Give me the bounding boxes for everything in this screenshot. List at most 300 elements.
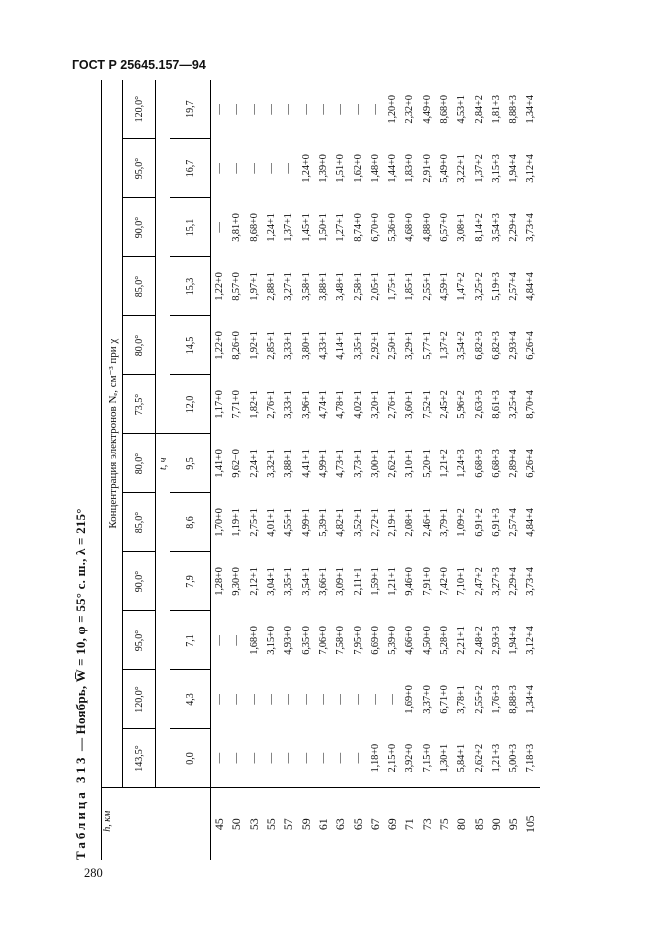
time-header: 0,0	[170, 729, 211, 788]
table-title	[73, 80, 93, 860]
concentration-cell: —	[352, 753, 364, 764]
concentration-cell: 2,91+0	[421, 154, 433, 183]
concentration-cell: 3,92+0	[404, 744, 416, 773]
concentration-cell: 7,15+0	[421, 744, 433, 773]
concentration-cell: 1,70+0	[214, 508, 226, 537]
time-header: 16,7	[170, 139, 211, 198]
concentration-cell: 1,28+0	[214, 567, 226, 596]
concentration-cell: —	[335, 104, 347, 115]
concentration-cell: —	[369, 694, 381, 705]
concentration-cell: 2,29+4	[508, 567, 520, 596]
concentration-cell: 1,21+1	[387, 567, 399, 596]
concentration-cell: 1,09+2	[456, 508, 468, 537]
concentration-cell: 3,33+1	[283, 390, 295, 419]
time-header: 9,5	[170, 434, 211, 493]
altitude-column-header: h, км	[102, 788, 211, 860]
concentration-cell: 4,55+1	[283, 508, 295, 537]
concentration-cell: —	[369, 104, 381, 115]
concentration-cell: 2,89+4	[508, 449, 520, 478]
rotated-table-block	[73, 80, 617, 860]
concentration-cell: 2,46+1	[421, 508, 433, 537]
table-row	[211, 80, 229, 860]
concentration-cell: 4,50+0	[421, 626, 433, 655]
concentration-cell: 2,75+1	[248, 508, 260, 537]
concentration-cell: 3,96+1	[300, 390, 312, 419]
table-row	[522, 80, 539, 860]
concentration-cell: 4,49+0	[421, 95, 433, 124]
concentration-cell: 2,88+1	[266, 272, 278, 301]
concentration-cell: 3,80+1	[300, 331, 312, 360]
time-header: 15,1	[170, 198, 211, 257]
concentration-cell: 1,76+3	[490, 685, 502, 714]
concentration-cell: 1,51+0	[335, 154, 347, 183]
concentration-cell: 1,41+0	[214, 449, 226, 478]
angle-header: 143,5°	[123, 729, 156, 788]
concentration-cell: 9,30+0	[231, 567, 243, 596]
concentration-cell: 8,68+0	[439, 95, 450, 124]
table-row	[505, 80, 522, 860]
table-row	[332, 80, 349, 860]
concentration-cell: —	[214, 222, 226, 233]
concentration-cell: —	[214, 694, 226, 705]
concentration-cell: 6,26+4	[525, 331, 537, 360]
concentration-cell: 4,73+1	[335, 449, 347, 478]
concentration-cell: 2,32+0	[404, 95, 416, 124]
concentration-cell: 7,18+3	[525, 744, 537, 773]
concentration-cell: 4,14+1	[335, 331, 347, 360]
concentration-cell: —	[266, 694, 278, 705]
concentration-cell: 4,84+4	[525, 508, 537, 537]
concentration-cell: —	[248, 753, 260, 764]
concentration-cell: 6,71+0	[439, 685, 450, 714]
altitude-cell: 50	[228, 788, 245, 860]
altitude-cell: 69	[384, 788, 401, 860]
concentration-cell: —	[248, 104, 260, 115]
concentration-cell: 5,20+1	[421, 449, 433, 478]
concentration-cell: 3,60+1	[404, 390, 416, 419]
altitude-cell: 90	[488, 788, 505, 860]
concentration-cell: 2,84+2	[473, 95, 485, 124]
concentration-cell: —	[283, 753, 295, 764]
altitude-cell: 71	[401, 788, 418, 860]
concentration-cell: 1,47+2	[456, 272, 468, 301]
concentration-cell: 2,50+1	[387, 331, 399, 360]
table-row	[349, 80, 366, 860]
time-header: 7,9	[170, 552, 211, 611]
concentration-cell: 6,82+3	[473, 331, 485, 360]
angle-header: 73,5°	[123, 375, 156, 434]
concentration-cell: 3,88+1	[283, 449, 295, 478]
time-header: 4,3	[170, 670, 211, 729]
concentration-cell: 3,73+4	[525, 213, 537, 242]
concentration-cell: 2,76+1	[387, 390, 399, 419]
altitude-cell: 80	[453, 788, 470, 860]
concentration-cell: 7,71+0	[231, 390, 243, 419]
concentration-cell: —	[231, 163, 243, 174]
concentration-cell: —	[317, 694, 329, 705]
concentration-cell: 3,15+3	[490, 154, 502, 183]
table-row	[280, 80, 297, 860]
concentration-cell: —	[317, 753, 329, 764]
concentration-cell: 6,68+3	[490, 449, 502, 478]
concentration-cell: —	[248, 694, 260, 705]
concentration-cell: 1,69+0	[404, 685, 416, 714]
table-row	[436, 80, 453, 860]
concentration-cell: 2,47+2	[473, 567, 485, 596]
concentration-cell: 4,78+1	[335, 390, 347, 419]
concentration-cell: 6,68+3	[473, 449, 485, 478]
concentration-cell: 3,48+1	[335, 272, 347, 301]
concentration-cell: 3,32+1	[266, 449, 278, 478]
table-title-conditions: — Ноябрь, W̅ = 10, φ = 55° с. ш., λ = 215°	[73, 508, 88, 755]
table-row	[367, 80, 384, 860]
concentration-cell: 8,61+3	[490, 390, 502, 419]
concentration-cell: 4,74+1	[317, 390, 329, 419]
concentration-cell: 3,73+1	[352, 449, 364, 478]
time-label-header: t, ч	[156, 434, 171, 493]
concentration-cell: 4,33+1	[317, 331, 329, 360]
concentration-cell: 6,69+0	[369, 626, 381, 655]
concentration-spanner-header: Концентрация электронов Nₑ, см⁻³ при χ	[102, 80, 123, 788]
concentration-cell: 1,30+1	[439, 744, 450, 773]
concentration-cell: —	[283, 163, 295, 174]
concentration-cell: 1,75+1	[387, 272, 399, 301]
concentration-cell: 8,68+0	[248, 213, 260, 242]
concentration-cell: —	[214, 753, 226, 764]
concentration-cell: 8,57+0	[231, 272, 243, 301]
table-row	[315, 80, 332, 860]
concentration-cell: 2,12+1	[248, 567, 260, 596]
concentration-cell: 1,92+1	[248, 331, 260, 360]
concentration-cell: 2,45+2	[439, 390, 450, 419]
concentration-cell: 1,17+0	[214, 390, 226, 419]
concentration-cell: 6,57+0	[439, 213, 450, 242]
angle-header: 95,0°	[123, 611, 156, 670]
concentration-cell: 5,96+2	[456, 390, 468, 419]
concentration-cell: 1,82+1	[248, 390, 260, 419]
concentration-cell: 3,08+1	[456, 213, 468, 242]
concentration-cell: 1,18+0	[369, 744, 381, 773]
concentration-cell: 4,02+1	[352, 390, 364, 419]
concentration-cell: —	[352, 694, 364, 705]
concentration-cell: 3,25+4	[508, 390, 520, 419]
concentration-cell: 1,94+4	[508, 626, 520, 655]
concentration-cell: 5,49+0	[439, 154, 450, 183]
concentration-cell: 7,10+1	[456, 567, 468, 596]
concentration-cell: 5,00+3	[508, 744, 520, 773]
table-row	[488, 80, 505, 860]
table-row	[228, 80, 245, 860]
concentration-cell: 3,27+1	[283, 272, 295, 301]
concentration-cell: 2,93+3	[490, 626, 502, 655]
time-header: 15,3	[170, 257, 211, 316]
concentration-cell: 7,58+0	[335, 626, 347, 655]
concentration-cell: 1,24+0	[300, 154, 312, 183]
table-row	[263, 80, 280, 860]
angle-header: 90,0°	[123, 552, 156, 611]
concentration-cell: 4,01+1	[266, 508, 278, 537]
angle-header: 85,0°	[123, 257, 156, 316]
altitude-cell: 75	[436, 788, 453, 860]
concentration-cell: 1,34+4	[525, 685, 537, 714]
concentration-cell: —	[335, 694, 347, 705]
concentration-cell: 1,44+0	[387, 154, 399, 183]
concentration-cell: 2,92+1	[369, 331, 381, 360]
concentration-cell: 8,88+3	[508, 685, 520, 714]
concentration-cell: 4,68+0	[404, 213, 416, 242]
concentration-cell: 2,55+2	[473, 685, 485, 714]
table-body	[211, 80, 540, 860]
concentration-cell: 6,26+4	[525, 449, 537, 478]
time-header: 7,1	[170, 611, 211, 670]
concentration-cell: —	[231, 104, 243, 115]
concentration-cell: 1,37+2	[473, 154, 485, 183]
concentration-cell: 3,10+1	[404, 449, 416, 478]
concentration-cell: 5,39+0	[387, 626, 399, 655]
concentration-cell: 1,48+0	[369, 154, 381, 183]
concentration-cell: 2,85+1	[266, 331, 278, 360]
concentration-cell: 9,46+0	[404, 567, 416, 596]
concentration-cell: 5,84+1	[456, 744, 468, 773]
time-header: 12,0	[170, 375, 211, 434]
concentration-cell: 3,54+1	[300, 567, 312, 596]
concentration-cell: 2,57+4	[508, 272, 520, 301]
concentration-cell: 1,19+1	[231, 508, 243, 537]
concentration-cell: 6,70+0	[369, 213, 381, 242]
concentration-cell: 8,70+4	[525, 390, 537, 419]
angle-header: 85,0°	[123, 493, 156, 552]
concentration-cell: 3,29+1	[404, 331, 416, 360]
concentration-cell: 7,91+0	[421, 567, 433, 596]
altitude-cell: 65	[349, 788, 366, 860]
concentration-cell: 2,29+4	[508, 213, 520, 242]
concentration-cell: 9,62−0	[231, 449, 243, 478]
concentration-cell: —	[231, 694, 243, 705]
concentration-cell: 6,91+3	[490, 508, 502, 537]
concentration-cell: 3,54+3	[490, 213, 502, 242]
concentration-cell: —	[266, 753, 278, 764]
concentration-cell: 2,08+1	[404, 508, 416, 537]
concentration-cell: 1,39+0	[317, 154, 329, 183]
altitude-cell: 61	[315, 788, 332, 860]
concentration-cell: 2,72+1	[369, 508, 381, 537]
concentration-cell: 1,45+1	[300, 213, 312, 242]
concentration-cell: 1,24+3	[456, 449, 468, 478]
concentration-cell: 4,41+1	[300, 449, 312, 478]
concentration-cell: 4,66+0	[404, 626, 416, 655]
altitude-cell: 105	[522, 788, 539, 860]
concentration-cell: —	[387, 694, 399, 705]
concentration-cell: 4,99+1	[300, 508, 312, 537]
concentration-cell: 1,24+1	[266, 213, 278, 242]
altitude-cell: 45	[211, 788, 229, 860]
concentration-cell: 7,52+1	[421, 390, 433, 419]
concentration-cell: 1,68+0	[248, 626, 260, 655]
concentration-cell: 4,84+4	[525, 272, 537, 301]
concentration-cell: —	[231, 635, 243, 646]
concentration-cell: 1,59+1	[369, 567, 381, 596]
concentration-cell: 3,27+3	[490, 567, 502, 596]
altitude-cell: 85	[470, 788, 487, 860]
concentration-cell: —	[335, 753, 347, 764]
concentration-cell: 3,12+4	[525, 626, 537, 655]
concentration-cell: 1,27+1	[335, 213, 347, 242]
concentration-cell: 4,59+1	[439, 272, 450, 301]
concentration-cell: 3,35+1	[283, 567, 295, 596]
concentration-cell: —	[266, 104, 278, 115]
concentration-cell: 3,15+0	[266, 626, 278, 655]
angle-header: 80,0°	[123, 434, 156, 493]
table-row	[419, 80, 436, 860]
altitude-cell: 59	[297, 788, 314, 860]
concentration-cell: 1,34+4	[525, 95, 537, 124]
altitude-cell: 55	[263, 788, 280, 860]
table-row	[246, 80, 263, 860]
concentration-cell: 3,37+0	[421, 685, 433, 714]
concentration-cell: 4,53+1	[456, 95, 468, 124]
concentration-cell: 8,74+0	[352, 213, 364, 242]
table-row	[401, 80, 418, 860]
concentration-cell: 2,21+1	[456, 626, 468, 655]
concentration-cell: 1,85+1	[404, 272, 416, 301]
concentration-cell: 8,26+0	[231, 331, 243, 360]
angle-header: 80,0°	[123, 316, 156, 375]
concentration-cell: 3,54+2	[456, 331, 468, 360]
concentration-cell: 1,62+0	[352, 154, 364, 183]
concentration-cell: 2,63+3	[473, 390, 485, 419]
concentration-cell: 5,39+1	[317, 508, 329, 537]
angle-header: 120,0°	[123, 80, 156, 139]
concentration-cell: 1,50+1	[317, 213, 329, 242]
angle-header: 90,0°	[123, 198, 156, 257]
page-number: 280	[84, 866, 103, 880]
concentration-cell: 2,57+4	[508, 508, 520, 537]
concentration-cell: 1,37+1	[283, 213, 295, 242]
concentration-cell: 5,28+0	[439, 626, 450, 655]
concentration-cell: 3,66+1	[317, 567, 329, 596]
concentration-cell: 3,22+1	[456, 154, 468, 183]
altitude-cell: 63	[332, 788, 349, 860]
concentration-cell: 5,77+1	[421, 331, 433, 360]
table-row	[297, 80, 314, 860]
concentration-cell: 2,11+1	[352, 567, 364, 596]
time-header: 19,7	[170, 80, 211, 139]
altitude-cell: 57	[280, 788, 297, 860]
time-header-row	[170, 80, 211, 860]
concentration-cell: 1,22+0	[214, 272, 226, 301]
concentration-cell: 6,82+3	[490, 331, 502, 360]
concentration-cell: 3,35+1	[352, 331, 364, 360]
concentration-cell: 3,09+1	[335, 567, 347, 596]
concentration-cell: 3,33+1	[283, 331, 295, 360]
concentration-cell: 3,12+4	[525, 154, 537, 183]
concentration-cell: 4,99+1	[317, 449, 329, 478]
concentration-cell: 7,42+0	[439, 567, 450, 596]
concentration-cell: 1,22+0	[214, 331, 226, 360]
concentration-cell: 5,19+3	[490, 272, 502, 301]
concentration-cell: 1,21+2	[439, 449, 450, 478]
concentration-cell: —	[214, 104, 226, 115]
concentration-cell: 6,35+0	[300, 626, 312, 655]
altitude-cell: 67	[367, 788, 384, 860]
concentration-cell: 2,19+1	[387, 508, 399, 537]
concentration-cell: 2,05+1	[369, 272, 381, 301]
concentration-cell: 2,55+1	[421, 272, 433, 301]
angle-header: 120,0°	[123, 670, 156, 729]
concentration-cell: 2,93+4	[508, 331, 520, 360]
concentration-cell: 2,76+1	[266, 390, 278, 419]
concentration-cell: 3,73+4	[525, 567, 537, 596]
time-header: 8,6	[170, 493, 211, 552]
concentration-cell: —	[248, 163, 260, 174]
concentration-cell: —	[300, 753, 312, 764]
concentration-cell: 2,62+1	[387, 449, 399, 478]
concentration-cell: 2,24+1	[248, 449, 260, 478]
concentration-cell: 3,81+0	[231, 213, 243, 242]
altitude-cell: 73	[419, 788, 436, 860]
table-label: Таблица 313	[73, 754, 88, 860]
altitude-cell: 95	[505, 788, 522, 860]
concentration-cell: 3,00+1	[369, 449, 381, 478]
concentration-cell: —	[300, 694, 312, 705]
concentration-cell: 7,95+0	[352, 626, 364, 655]
concentration-cell: —	[317, 104, 329, 115]
concentration-cell: 2,58+1	[352, 272, 364, 301]
concentration-cell: 7,06+0	[317, 626, 329, 655]
angle-header: 95,0°	[123, 139, 156, 198]
concentration-cell: 2,48+2	[473, 626, 485, 655]
concentration-cell: 1,21+3	[490, 744, 502, 773]
concentration-cell: 3,25+2	[473, 272, 485, 301]
angle-header-row	[123, 80, 156, 860]
concentration-cell: 3,88+1	[317, 272, 329, 301]
concentration-cell: 1,83+0	[404, 154, 416, 183]
concentration-cell: 2,15+0	[387, 744, 399, 773]
concentration-cell: —	[300, 104, 312, 115]
concentration-cell: 3,04+1	[266, 567, 278, 596]
concentration-cell: —	[352, 104, 364, 115]
concentration-cell: 8,88+3	[508, 95, 520, 124]
concentration-cell: —	[266, 163, 278, 174]
concentration-cell: 3,58+1	[300, 272, 312, 301]
concentration-cell: 4,93+0	[283, 626, 295, 655]
concentration-cell: 1,20+0	[387, 95, 399, 124]
concentration-cell: 3,52+1	[352, 508, 364, 537]
table-row	[470, 80, 487, 860]
concentration-cell: —	[231, 753, 243, 764]
concentration-cell: 2,62+2	[473, 744, 485, 773]
document-header: ГОСТ Р 25645.157—94	[72, 58, 206, 72]
concentration-cell: —	[214, 635, 226, 646]
concentration-cell: 5,36+0	[387, 213, 399, 242]
concentration-cell: 3,79+1	[439, 508, 450, 537]
concentration-cell: 1,37+2	[439, 331, 450, 360]
concentration-cell: 3,20+1	[369, 390, 381, 419]
electron-concentration-table	[101, 80, 540, 860]
concentration-cell: —	[283, 694, 295, 705]
concentration-cell: 1,97+1	[248, 272, 260, 301]
table-row	[453, 80, 470, 860]
altitude-cell: 53	[246, 788, 263, 860]
concentration-cell: 1,81+3	[490, 95, 502, 124]
concentration-cell: 4,88+0	[421, 213, 433, 242]
concentration-cell: —	[283, 104, 295, 115]
concentration-cell: 6,91+2	[473, 508, 485, 537]
concentration-cell: —	[214, 163, 226, 174]
table-row	[384, 80, 401, 860]
concentration-cell: 1,94+4	[508, 154, 520, 183]
concentration-cell: 4,82+1	[335, 508, 347, 537]
